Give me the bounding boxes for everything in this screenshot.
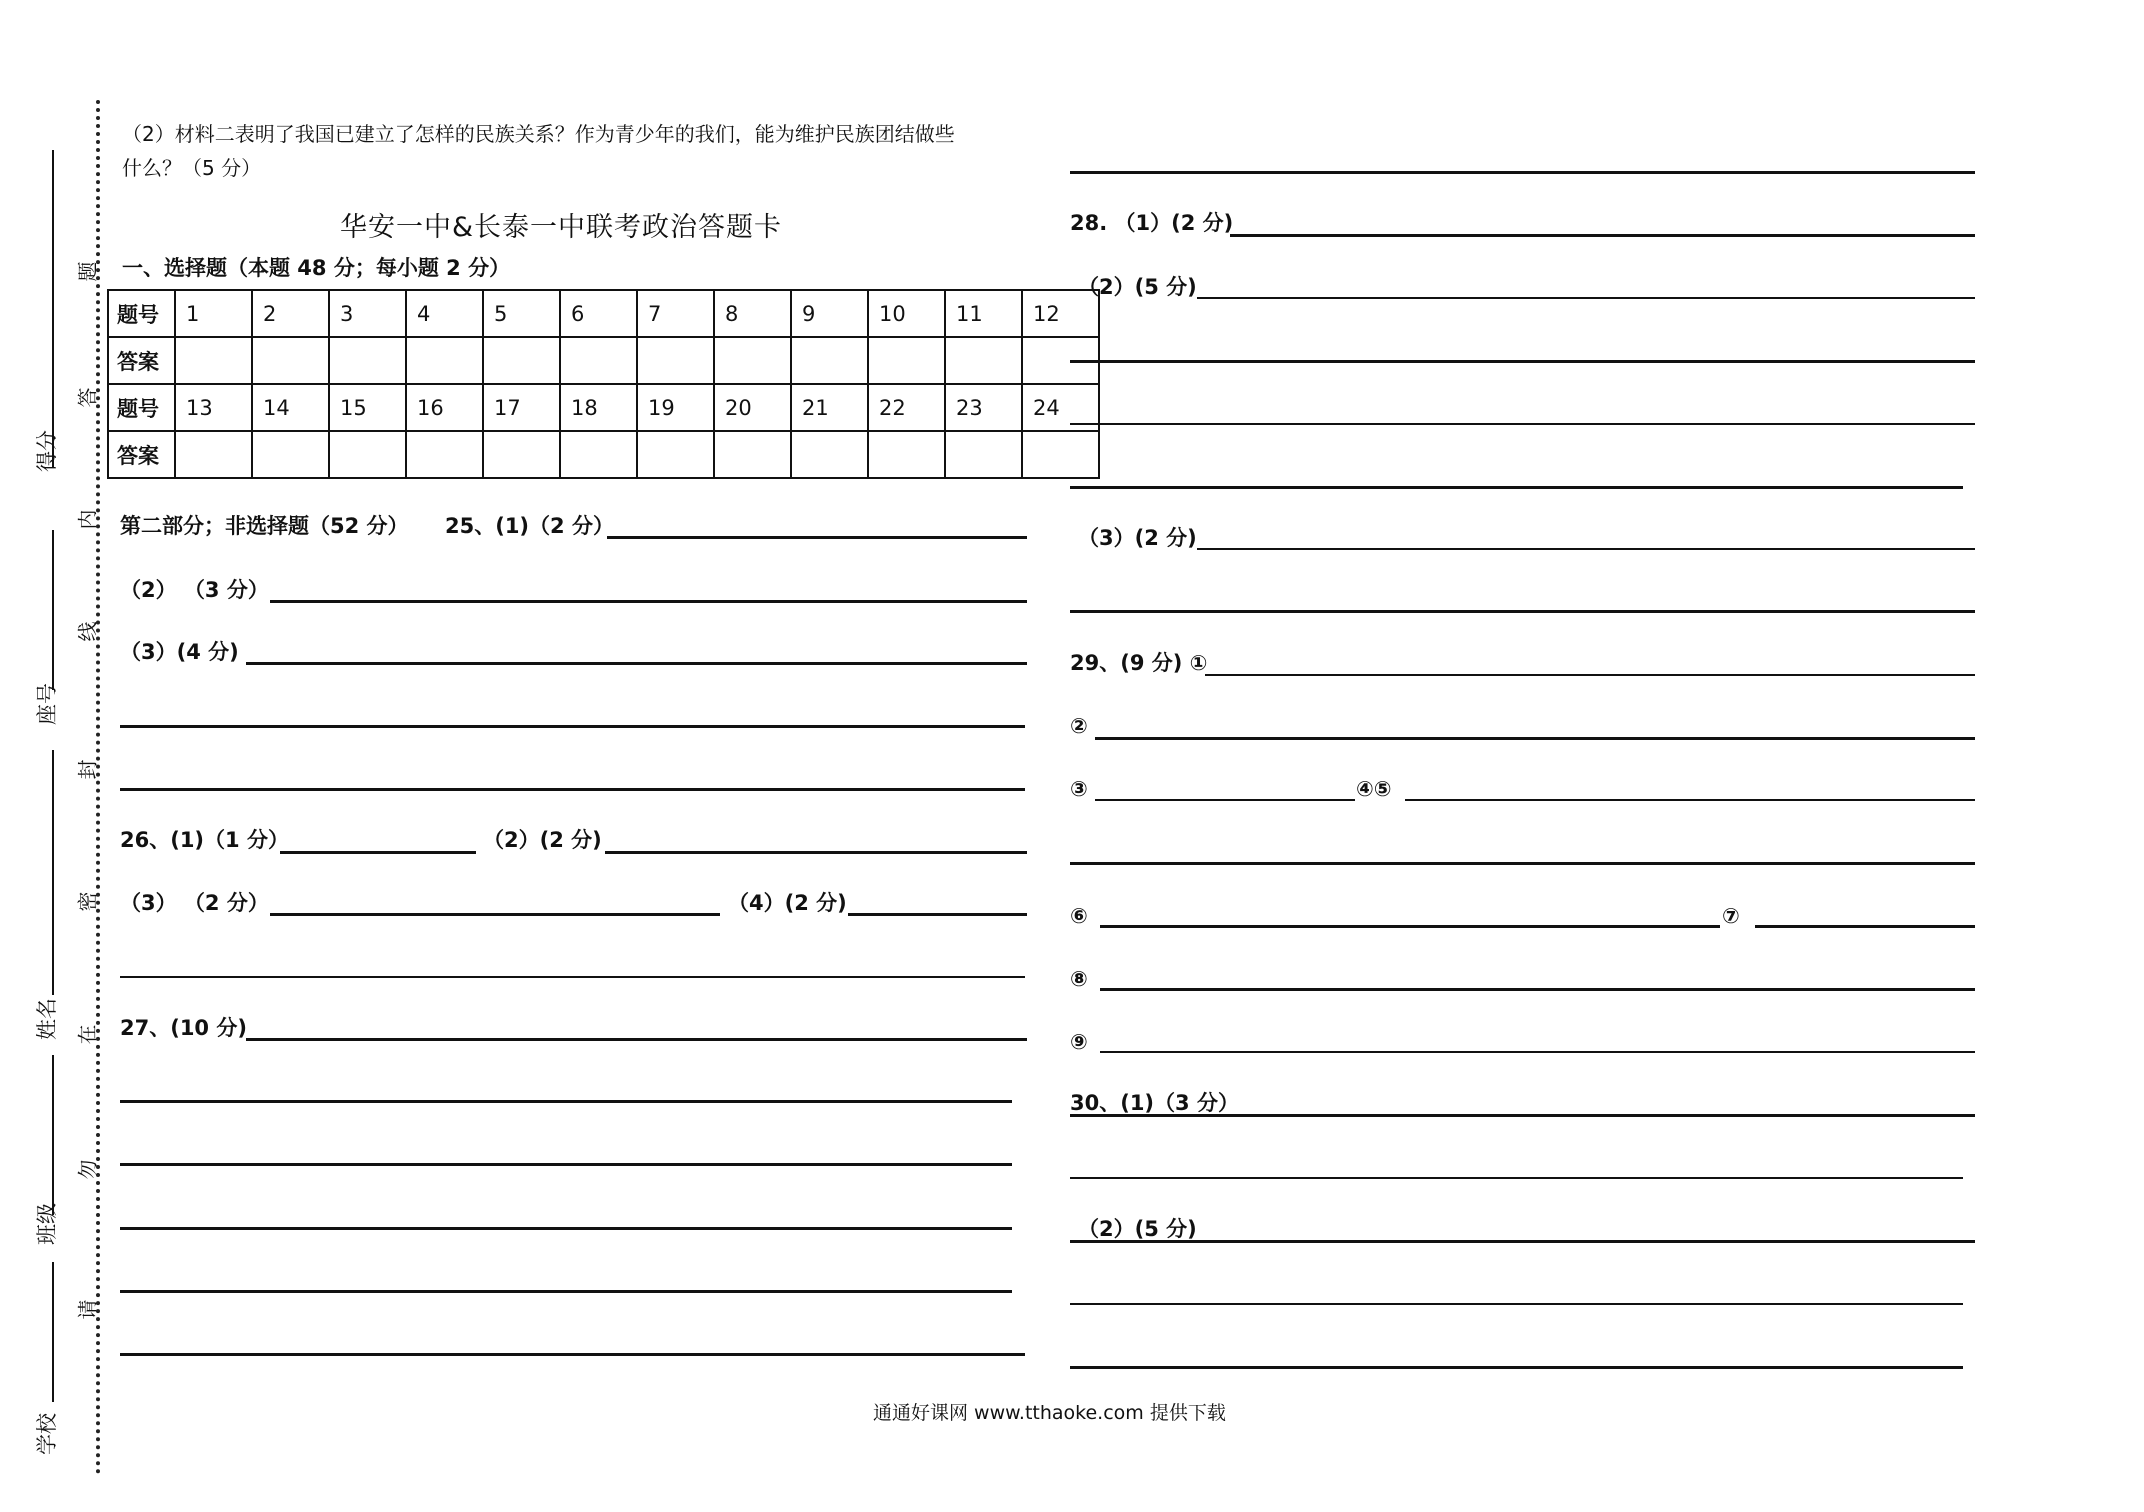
- question-number: 18: [560, 384, 637, 431]
- q27-label: 27、(10 分): [120, 1016, 247, 1040]
- question-number-row: [108, 290, 1099, 337]
- question-number: 23: [945, 384, 1022, 431]
- answer-cell[interactable]: [175, 431, 252, 478]
- answer-cell[interactable]: [483, 337, 560, 384]
- question-number: 14: [252, 384, 329, 431]
- question-number: 1: [175, 290, 252, 337]
- q28-3-answer-line[interactable]: [1197, 548, 1975, 550]
- question-number: 20: [714, 384, 791, 431]
- material-question-line2: 什么？（5 分）: [122, 156, 262, 180]
- seal-char: 密: [75, 891, 100, 912]
- question-number: 6: [560, 290, 637, 337]
- q29-7-label: ⑦: [1722, 904, 1740, 928]
- question-number: 24: [1022, 384, 1099, 431]
- seat-field-label: 座号: [35, 683, 59, 725]
- answer-cell[interactable]: [714, 337, 791, 384]
- answer-cell[interactable]: [791, 337, 868, 384]
- seal-char: 内: [75, 509, 100, 530]
- q25-2-answer-line[interactable]: [270, 600, 1027, 603]
- answer-cell[interactable]: [945, 431, 1022, 478]
- q29-6-answer-line[interactable]: [1100, 925, 1720, 928]
- question-number: 16: [406, 384, 483, 431]
- answer-cell[interactable]: [560, 337, 637, 384]
- answer-cell[interactable]: [791, 431, 868, 478]
- q26-3-answer-line[interactable]: [270, 913, 720, 916]
- question-number: 15: [329, 384, 406, 431]
- section1-heading: 一、选择题（本题 48 分；每小题 2 分）: [122, 256, 511, 280]
- q27-answer-line[interactable]: [120, 1163, 1012, 1166]
- q25-3-answer-line[interactable]: [120, 788, 1025, 791]
- q29-1-answer-line[interactable]: [1205, 674, 1975, 676]
- q29-45-answer-line[interactable]: [1405, 799, 1975, 801]
- q28-1-label: 28. （1）(2 分): [1070, 211, 1234, 235]
- q30-1-answer-line[interactable]: [1070, 1177, 1963, 1179]
- seal-char: 勿: [75, 1159, 100, 1180]
- q29-3-answer-line[interactable]: [1095, 799, 1355, 801]
- answer-cell[interactable]: [252, 431, 329, 478]
- question-number: 22: [868, 384, 945, 431]
- q26-answer-line[interactable]: [120, 976, 1025, 978]
- question-number: 21: [791, 384, 868, 431]
- q26-4-label: （4）(2 分): [728, 891, 847, 915]
- q28-2-answer-line[interactable]: [1070, 486, 1963, 489]
- q28-2-answer-line[interactable]: [1070, 360, 1975, 363]
- question-number: 2: [252, 290, 329, 337]
- answer-cell[interactable]: [329, 337, 406, 384]
- answer-cell[interactable]: [406, 337, 483, 384]
- seal-char: 请: [75, 1299, 100, 1320]
- question-number: 11: [945, 290, 1022, 337]
- q29-3-label: ③: [1070, 777, 1088, 801]
- school-field-label: 学校: [35, 1413, 59, 1455]
- q26-4-answer-line[interactable]: [848, 913, 1027, 916]
- q29-8-answer-line[interactable]: [1100, 988, 1975, 991]
- q25-2-label: （2） （3 分）: [120, 578, 269, 602]
- q30-1-label: 30、(1)（3 分）: [1070, 1091, 1239, 1115]
- school-field-line: [52, 1262, 54, 1402]
- q29-7-answer-line[interactable]: [1755, 925, 1975, 928]
- q25-3-answer-line[interactable]: [120, 725, 1025, 728]
- seal-char: 封: [75, 759, 100, 780]
- footer-credit: 通通好课网 www.tthaoke.com 提供下载: [873, 1402, 1226, 1424]
- q29-label: 29、(9 分) ①: [1070, 651, 1208, 675]
- answer-label: 答案: [108, 431, 175, 478]
- name-field-line: [52, 750, 54, 995]
- card-title: 华安一中&长泰一中联考政治答题卡: [340, 212, 783, 243]
- q28-3-answer-line[interactable]: [1070, 610, 1975, 613]
- q29-answer-line[interactable]: [1070, 862, 1975, 865]
- question-number: 8: [714, 290, 791, 337]
- material-question-answer-line[interactable]: [1070, 171, 1975, 174]
- answer-cell[interactable]: [868, 431, 945, 478]
- name-field-label: 姓名: [35, 998, 59, 1040]
- q26-2-label: （2）(2 分): [483, 828, 602, 852]
- answer-label: 答案: [108, 337, 175, 384]
- class-field-label: 班级: [35, 1203, 59, 1245]
- class-field-line: [52, 1055, 54, 1215]
- answer-cell[interactable]: [714, 431, 791, 478]
- answer-cell[interactable]: [483, 431, 560, 478]
- question-label: 题号: [108, 290, 175, 337]
- score-field-line: [52, 150, 54, 468]
- score-field-label: 得分: [35, 430, 59, 472]
- answer-row: [108, 431, 1099, 478]
- answer-cell[interactable]: [329, 431, 406, 478]
- q25-1-answer-line[interactable]: [607, 536, 1027, 539]
- answer-cell[interactable]: [1022, 431, 1099, 478]
- answer-cell[interactable]: [868, 337, 945, 384]
- question-number: 5: [483, 290, 560, 337]
- q30-2-answer-line[interactable]: [1070, 1303, 1963, 1305]
- q26-2-answer-line[interactable]: [605, 851, 1027, 854]
- q30-1-answer-line[interactable]: [1070, 1114, 1975, 1117]
- q29-2-answer-line[interactable]: [1095, 737, 1975, 740]
- q29-45-label: ④⑤: [1356, 777, 1392, 801]
- q28-2-answer-line[interactable]: [1070, 423, 1975, 425]
- question-number: 4: [406, 290, 483, 337]
- q25-3-label: （3）(4 分): [120, 640, 239, 664]
- q29-8-label: ⑧: [1070, 967, 1088, 991]
- question-number: 9: [791, 290, 868, 337]
- q28-2-label: （2）(5 分): [1078, 275, 1197, 299]
- question-number: 17: [483, 384, 560, 431]
- seal-char: 题: [75, 261, 100, 282]
- material-question-line1: （2）材料二表明了我国已建立了怎样的民族关系？作为青少年的我们，能为维护民族团结做些: [122, 122, 955, 146]
- q27-answer-line[interactable]: [120, 1227, 1012, 1230]
- q27-answer-line[interactable]: [120, 1100, 1012, 1103]
- binding-dotted-line: [96, 100, 100, 1475]
- section2-heading: 第二部分；非选择题（52 分）: [120, 514, 409, 538]
- q27-answer-line[interactable]: [246, 1038, 1027, 1041]
- q30-2-label: （2）(5 分): [1078, 1217, 1197, 1241]
- answer-row: [108, 337, 1099, 384]
- question-number-row: [108, 384, 1099, 431]
- q28-3-label: （3）(2 分): [1078, 526, 1197, 550]
- q26-1-label: 26、(1)（1 分）: [120, 828, 289, 852]
- seat-field-line: [52, 530, 54, 690]
- question-number: 3: [329, 290, 406, 337]
- question-number: 10: [868, 290, 945, 337]
- question-number: 19: [637, 384, 714, 431]
- q30-2-answer-line[interactable]: [1070, 1240, 1975, 1243]
- q29-9-answer-line[interactable]: [1100, 1051, 1975, 1053]
- question-number: 13: [175, 384, 252, 431]
- q28-1-answer-line[interactable]: [1230, 234, 1975, 237]
- q29-6-label: ⑥: [1070, 904, 1088, 928]
- q29-2-label: ②: [1070, 714, 1088, 738]
- seal-char: 线: [75, 621, 100, 642]
- q26-1-answer-line[interactable]: [280, 851, 476, 854]
- question-number: 7: [637, 290, 714, 337]
- seal-char: 在: [75, 1024, 100, 1045]
- q30-2-answer-line[interactable]: [1070, 1366, 1963, 1369]
- answer-cell[interactable]: [945, 337, 1022, 384]
- q27-answer-line[interactable]: [120, 1290, 1012, 1293]
- answer-cell[interactable]: [175, 337, 252, 384]
- answer-cell[interactable]: [637, 431, 714, 478]
- answer-cell[interactable]: [560, 431, 637, 478]
- q26-3-label: （3） （2 分）: [120, 891, 269, 915]
- q28-2-answer-line[interactable]: [1197, 297, 1975, 299]
- answer-cell[interactable]: [406, 431, 483, 478]
- answer-cell[interactable]: [252, 337, 329, 384]
- question-label: 题号: [108, 384, 175, 431]
- q25-3-answer-line[interactable]: [246, 662, 1027, 665]
- seal-char: 答: [75, 387, 100, 408]
- q25-1-label: 25、(1)（2 分）: [445, 514, 614, 538]
- answer-grid: [107, 289, 1100, 479]
- q29-9-label: ⑨: [1070, 1030, 1088, 1054]
- q27-answer-line[interactable]: [120, 1353, 1025, 1356]
- question-number: 12: [1022, 290, 1099, 337]
- answer-cell[interactable]: [637, 337, 714, 384]
